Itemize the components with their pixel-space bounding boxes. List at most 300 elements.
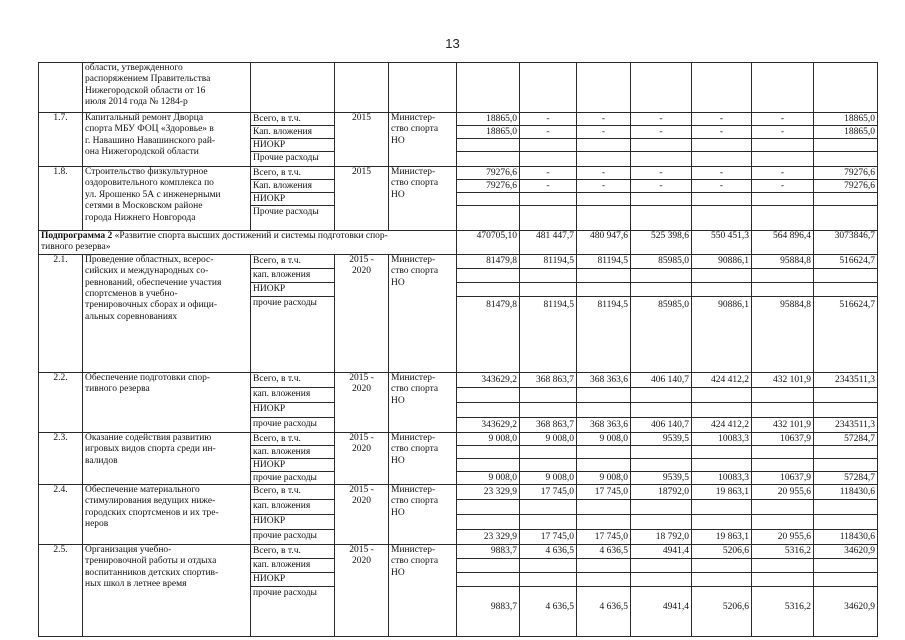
name-line: Обеспечение материального [85, 484, 200, 495]
value-text [752, 206, 813, 230]
value-text: 5316,2 [784, 601, 811, 612]
value-text [752, 283, 813, 297]
table-row [39, 167, 878, 231]
table-row [39, 544, 878, 636]
value-text: 95884,8 [752, 255, 813, 269]
value-text: 10637,9 [752, 433, 813, 446]
cost-type-label: НИОКР [251, 403, 334, 418]
value-cell [457, 63, 520, 113]
name-line: стимулирования ведущих ниже- [85, 496, 216, 507]
value-text [520, 152, 576, 166]
year-cell [335, 484, 389, 544]
value-text: 368 863,7 [520, 373, 576, 388]
value-text: - [692, 167, 751, 180]
cost-type-label: Всего, в т.ч. [251, 113, 334, 126]
row-name-cell [83, 167, 251, 231]
subprogram-value: 481 447,7 [520, 231, 577, 255]
cost-type-label: кап. вложения [251, 559, 334, 573]
cost-type-label: НИОКР [251, 573, 334, 587]
value-text: 57284,7 [814, 433, 877, 446]
name-line: Капитальный ремонт Дворца [85, 113, 204, 123]
value-cell [631, 63, 692, 113]
cost-type-label: кап. вложения [251, 269, 334, 283]
value-cell [457, 544, 520, 636]
value-text: - [631, 126, 691, 139]
value-text: 9539,5 [631, 433, 691, 446]
year-line: 2020 [352, 384, 371, 395]
row-number: 1.8. [39, 167, 83, 231]
subprogram-value: 470705,10 [457, 231, 520, 255]
name-line: оздоровительного комплекса по [85, 178, 214, 189]
value-text [814, 139, 877, 152]
cost-type-label: Кап. вложения [251, 126, 334, 139]
value-cell [457, 484, 520, 544]
cost-type-label: Всего, в т.ч. [251, 485, 334, 500]
executor-line: Министер- [391, 254, 436, 265]
executor-line: НО [391, 189, 405, 200]
value-text: 18865,0 [814, 126, 877, 139]
value-cell [752, 113, 814, 167]
subprogram-value: 525 398,6 [631, 231, 692, 255]
value-cell [577, 484, 631, 544]
value-text: - [520, 126, 576, 139]
row-name-cell [83, 254, 251, 372]
value-text: 57284,7 [844, 472, 875, 483]
value-text: 17 745,0 [520, 485, 576, 500]
row-name-cell [83, 372, 251, 432]
cost-type-cell [251, 254, 335, 372]
table-row [39, 484, 878, 544]
year-cell [335, 372, 389, 432]
value-text [577, 459, 630, 472]
executor-line: НО [391, 455, 405, 466]
cost-type-label: прочие расходы [253, 587, 317, 598]
row-name-cell [83, 544, 251, 636]
value-text: 9 008,0 [599, 472, 628, 483]
name-line: Организация учебно- [85, 544, 172, 555]
name-line: июля 2014 года № 1284-р [85, 97, 188, 108]
executor-line: Министер- [391, 544, 436, 555]
value-text [577, 403, 630, 418]
value-text [520, 559, 576, 573]
value-text [631, 193, 691, 206]
name-line: она Нижегородской области [85, 147, 199, 158]
value-text: 4 636,5 [599, 601, 628, 612]
value-text [457, 446, 519, 459]
name-line: спорта МБУ ФОЦ «Здоровье» в [85, 124, 214, 135]
value-text: - [752, 167, 813, 180]
value-text [577, 573, 630, 587]
value-text [457, 152, 519, 166]
cost-type-label: Всего, в т.ч. [251, 167, 334, 180]
subprogram-label: Подпрограмма 2 [41, 231, 113, 241]
value-text: 20 955,6 [777, 531, 811, 542]
value-text: 4941,4 [631, 545, 691, 559]
value-text: 18792,0 [631, 485, 691, 500]
table-row [39, 63, 878, 113]
subprogram-row [39, 231, 878, 255]
name-line: воспитанников детских спортив- [85, 567, 219, 578]
executor-line: НО [391, 395, 405, 406]
value-text [752, 388, 813, 403]
row-number: 1.7. [39, 113, 83, 167]
value-cell [692, 254, 752, 372]
table-row [39, 432, 878, 484]
name-line: г. Навашино Навашинского рай- [85, 135, 216, 146]
value-text: 9 008,0 [520, 433, 576, 446]
value-cell [752, 63, 814, 113]
value-text [520, 139, 576, 152]
value-text [457, 559, 519, 573]
value-cell [752, 544, 814, 636]
executor-line: ство спорта [391, 266, 439, 277]
name-line: игровых видов спорта среди ин- [85, 444, 216, 455]
value-cell [251, 63, 335, 113]
value-text [752, 446, 813, 459]
value-text: - [752, 180, 813, 193]
executor-cell [389, 254, 457, 372]
value-cell [814, 167, 878, 231]
row-name-cell [83, 484, 251, 544]
value-text: 4941,4 [662, 601, 689, 612]
value-text [814, 446, 877, 459]
value-text [814, 515, 877, 530]
executor-line: Министер- [391, 113, 436, 123]
value-text: 4 636,5 [545, 601, 574, 612]
value-text: 4 636,5 [520, 545, 576, 559]
cost-type-cell [251, 432, 335, 484]
value-text: 81194,5 [543, 299, 574, 310]
year-line: 2020 [352, 444, 371, 455]
value-text: 368 363,6 [577, 373, 630, 388]
value-cell [457, 113, 520, 167]
cost-type-label: прочие расходы [253, 418, 317, 429]
cost-type-label: НИОКР [251, 283, 334, 297]
value-text [692, 139, 751, 152]
value-text: 368 863,7 [536, 419, 574, 430]
name-line: Строительство физкультурное [85, 167, 208, 177]
value-text [752, 269, 813, 283]
subprogram-line [41, 231, 454, 242]
value-text [752, 515, 813, 530]
value-text: - [631, 180, 691, 193]
value-cell [520, 484, 577, 544]
value-text [814, 206, 877, 230]
value-cell [577, 167, 631, 231]
value-text [814, 152, 877, 166]
value-text [457, 515, 519, 530]
value-text: 18865,0 [457, 126, 519, 139]
value-cell [577, 254, 631, 372]
value-text: - [577, 126, 630, 139]
value-text: 516624,7 [839, 299, 875, 310]
value-cell [631, 254, 692, 372]
year-cell [335, 432, 389, 484]
value-text [457, 269, 519, 283]
cost-type-cell [251, 167, 335, 231]
value-text [520, 515, 576, 530]
executor-line: Министер- [391, 167, 436, 177]
cost-type-label: Прочие расходы [253, 207, 319, 217]
value-text [631, 446, 691, 459]
value-text: 9 008,0 [545, 472, 574, 483]
value-text [577, 446, 630, 459]
value-text: 406 140,7 [651, 419, 689, 430]
value-text: 432 101,9 [773, 419, 811, 430]
value-cell [389, 63, 457, 113]
value-text: 17 745,0 [540, 531, 574, 542]
value-text [631, 559, 691, 573]
value-text: 10637,9 [780, 472, 811, 483]
executor-line: ство спорта [391, 444, 439, 455]
value-text: 2343511,3 [834, 419, 875, 430]
value-text: 9539,5 [662, 472, 689, 483]
value-text [752, 500, 813, 515]
executor-line: НО [391, 277, 405, 288]
value-text: 118430,6 [814, 485, 877, 500]
cost-type-cell [251, 372, 335, 432]
cost-type-label: НИОКР [251, 515, 334, 530]
value-text [752, 403, 813, 418]
value-text [577, 559, 630, 573]
value-text: 19 863,1 [715, 531, 749, 542]
name-line: тренировочных сборах и офици- [85, 300, 217, 311]
value-text: 85985,0 [631, 255, 691, 269]
name-line: валидов [85, 455, 118, 466]
value-text [814, 500, 877, 515]
value-text [692, 515, 751, 530]
value-text [457, 139, 519, 152]
subprogram-title-cell [39, 231, 457, 255]
value-text [631, 388, 691, 403]
value-text: 20 955,6 [752, 485, 813, 500]
value-cell [692, 63, 752, 113]
subprogram-value: 564 896,4 [752, 231, 814, 255]
row-number-cell [39, 63, 83, 113]
executor-line: Министер- [391, 372, 436, 383]
value-text: 9883,7 [457, 545, 519, 559]
value-cell [692, 113, 752, 167]
year-line: 2020 [352, 266, 371, 277]
value-text: 5316,2 [752, 545, 813, 559]
value-text: 81479,8 [486, 299, 517, 310]
value-text: 90886,1 [718, 299, 749, 310]
value-text [577, 269, 630, 283]
cost-type-label: Кап. вложения [251, 180, 334, 193]
value-text: 2343511,3 [814, 373, 877, 388]
value-text: 81479,8 [457, 255, 519, 269]
value-cell [814, 544, 878, 636]
value-cell [577, 372, 631, 432]
subprogram-line: тивного резерва» [41, 242, 111, 253]
value-cell [520, 113, 577, 167]
value-text: 90886,1 [692, 255, 751, 269]
value-cell [631, 484, 692, 544]
cost-type-label: НИОКР [251, 193, 334, 206]
value-cell [631, 544, 692, 636]
value-text [692, 573, 751, 587]
row-number: 2.2. [39, 372, 83, 432]
value-text: - [752, 126, 813, 139]
cost-type-label: Всего, в т.ч. [251, 255, 334, 269]
value-text [520, 206, 576, 230]
value-text [520, 388, 576, 403]
name-line: спортсменов в учебно- [85, 288, 178, 299]
value-text: 79276,6 [457, 167, 519, 180]
value-text: 10083,3 [718, 472, 749, 483]
value-text [814, 559, 877, 573]
value-cell [457, 432, 520, 484]
value-cell [577, 544, 631, 636]
value-cell [457, 167, 520, 231]
value-text: - [692, 126, 751, 139]
name-line: неров [85, 518, 109, 529]
row-name-cell [83, 432, 251, 484]
value-text: 5206,6 [722, 601, 749, 612]
value-cell [631, 432, 692, 484]
value-cell [692, 432, 752, 484]
value-cell [520, 432, 577, 484]
executor-cell [389, 544, 457, 636]
value-text [577, 500, 630, 515]
value-text [520, 193, 576, 206]
value-text [692, 446, 751, 459]
value-text: 18 792,0 [655, 531, 689, 542]
value-text: - [692, 113, 751, 126]
page-number: 13 [445, 36, 460, 51]
value-cell [520, 544, 577, 636]
executor-cell [389, 484, 457, 544]
value-cell [692, 544, 752, 636]
value-text: 17 745,0 [577, 485, 630, 500]
value-text: 368 363,6 [590, 419, 628, 430]
value-text [814, 388, 877, 403]
name-line: области, утвержденного [85, 63, 183, 73]
executor-line: ство спорта [391, 556, 439, 567]
value-text [752, 139, 813, 152]
cost-type-label: прочие расходы [253, 530, 317, 541]
executor-line: Министер- [391, 432, 436, 443]
value-text: 23 329,9 [483, 531, 517, 542]
value-text [631, 283, 691, 297]
value-text: 18865,0 [457, 113, 519, 126]
value-cell [814, 432, 878, 484]
executor-line: ство спорта [391, 178, 439, 189]
value-text: 4 636,5 [577, 545, 630, 559]
table-row [39, 113, 878, 167]
value-text: 343629,2 [481, 419, 517, 430]
value-cell [814, 372, 878, 432]
value-cell [752, 484, 814, 544]
value-cell [814, 484, 878, 544]
subprogram-value: 3073846,7 [814, 231, 878, 255]
value-text [814, 573, 877, 587]
value-cell [520, 372, 577, 432]
row-number: 2.1. [39, 254, 83, 372]
value-cell [577, 113, 631, 167]
value-cell [457, 254, 520, 372]
name-line: Оказание содействия развитию [85, 432, 212, 443]
value-text [520, 446, 576, 459]
value-text [577, 139, 630, 152]
value-text: 81194,5 [577, 255, 630, 269]
executor-cell [389, 372, 457, 432]
value-text: - [577, 113, 630, 126]
executor-line: ство спорта [391, 496, 439, 507]
value-text: 432 101,9 [752, 373, 813, 388]
row-name-cell [83, 113, 251, 167]
value-text [692, 206, 751, 230]
value-text: 118430,6 [839, 531, 875, 542]
cost-type-label: кап. вложения [251, 446, 334, 459]
value-text: 34620,9 [844, 601, 875, 612]
name-line: Обеспечение подготовки спор- [85, 372, 211, 383]
value-text [692, 459, 751, 472]
value-cell [692, 484, 752, 544]
value-cell [520, 63, 577, 113]
executor-line: НО [391, 507, 405, 518]
value-text [577, 388, 630, 403]
value-text [631, 139, 691, 152]
value-text [457, 193, 519, 206]
value-text: 79276,6 [814, 167, 877, 180]
cost-type-label: НИОКР [251, 139, 334, 152]
subprogram-value: 550 451,3 [692, 231, 752, 255]
value-cell [457, 372, 520, 432]
cost-type-cell [251, 113, 335, 167]
row-name-cell [83, 63, 251, 113]
value-text [752, 193, 813, 206]
executor-cell [389, 113, 457, 167]
value-text: 5206,6 [692, 545, 751, 559]
value-text [692, 152, 751, 166]
value-text: - [520, 180, 576, 193]
row-number: 2.4. [39, 484, 83, 544]
value-text [631, 573, 691, 587]
value-text [814, 283, 877, 297]
subprogram-text: «Развитие спорта высших достижений и системы подготовки спор- [112, 231, 388, 241]
value-text [752, 152, 813, 166]
value-text: 9 008,0 [577, 433, 630, 446]
value-text [692, 269, 751, 283]
value-text: - [520, 167, 576, 180]
name-line: распоряжением Правительства [85, 74, 211, 85]
value-text [814, 459, 877, 472]
value-cell [752, 254, 814, 372]
value-text [814, 269, 877, 283]
name-line: тивного резерва [85, 384, 150, 395]
value-text [457, 283, 519, 297]
value-text [520, 573, 576, 587]
value-text [520, 403, 576, 418]
value-text [457, 206, 519, 230]
value-text [457, 459, 519, 472]
value-text [692, 388, 751, 403]
value-text [520, 283, 576, 297]
value-text [457, 403, 519, 418]
value-cell [631, 372, 692, 432]
name-line: ревнований, обеспечение участия [85, 277, 222, 288]
value-text: 34620,9 [814, 545, 877, 559]
value-text [631, 152, 691, 166]
value-text: 81194,5 [597, 299, 628, 310]
name-line: альных соревнованиях [85, 311, 178, 322]
value-text [577, 193, 630, 206]
value-text [520, 459, 576, 472]
value-text: 81194,5 [520, 255, 576, 269]
row-number: 2.3. [39, 432, 83, 484]
value-text [457, 500, 519, 515]
